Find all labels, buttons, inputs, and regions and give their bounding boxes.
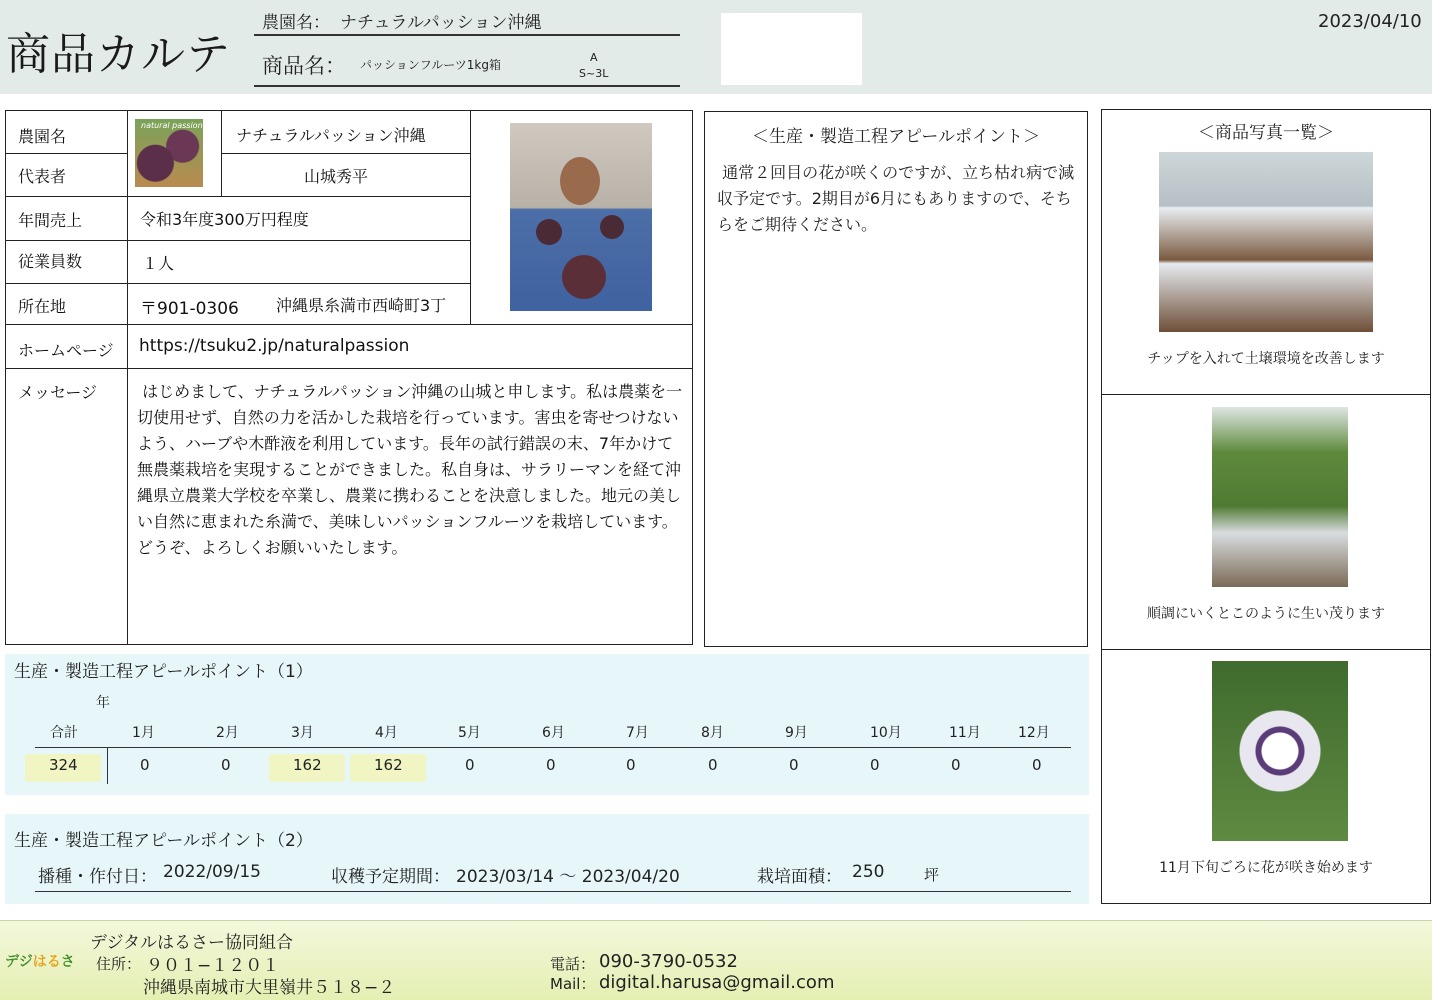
table-rule [35,891,1071,892]
farm-name: ナチュラルパッション沖縄 [236,126,426,145]
month-header: 9月 [785,725,808,741]
photo-panel-title: ＜商品写真一覧＞ [1198,123,1334,143]
sales-value: 令和3年度300万円程度 [140,210,309,229]
sales-label: 年間売上 [18,211,83,230]
month-value: 0 [221,756,231,774]
product-photo-panel [1101,109,1431,904]
footer-address-label: 住所： [96,955,142,973]
photo-person [560,157,600,205]
farm-logo-text: natural passion [141,121,203,130]
row-divider [6,324,692,325]
area-value: 250 [852,862,885,882]
total-value: 324 [49,756,78,774]
month-header: 4月 [375,725,398,741]
month-header: 3月 [291,725,314,741]
header-farm-name: ナチュラルパッション沖縄 [340,13,542,33]
month-value: 0 [951,756,961,774]
header-grade: A [590,51,598,64]
profile-table [5,110,693,645]
month-value: 0 [465,756,475,774]
footer [0,920,1432,1000]
staff-value: １人 [142,254,175,273]
footer-phone: 090-3790-0532 [599,951,738,972]
message-label: メッセージ [18,383,98,402]
header-divider [254,34,680,36]
staff-label: 従業員数 [18,252,83,271]
month-value: 0 [708,756,718,774]
photo-divider [1102,394,1430,395]
row-divider [222,153,470,154]
photo-caption: 11月下旬ごろに花が咲き始めます [1159,860,1373,876]
month-header: 8月 [701,725,724,741]
blank-image-box [721,13,862,85]
sowing-date: 2022/09/15 [163,862,261,882]
logo-text: さ [60,954,75,970]
header-product-label: 商品名： [262,54,346,78]
month-value: 0 [870,756,880,774]
month-value: 0 [789,756,799,774]
appeal-point-2 [5,814,1089,904]
photo-fruit [600,215,624,239]
document-title: 商品カルテ [6,29,231,80]
harvest-period: 2023/03/14 〜 2023/04/20 [456,867,680,887]
row-divider [6,240,470,241]
month-header: 6月 [542,725,565,741]
greenhouse-photo [1159,152,1373,332]
column-divider [470,111,471,324]
address-label: 所在地 [18,297,67,316]
logo-text: デジ [5,954,33,970]
logo-text: はる [32,954,61,970]
year-label: 年 [96,695,110,711]
representative-label: 代表者 [18,167,67,186]
month-value: 0 [546,756,556,774]
month-header: 12月 [1018,725,1050,741]
header-size: S~3L [579,67,609,80]
representative-name: 山城秀平 [304,167,369,186]
footer-address: 沖縄県南城市大里嶺井５１８−２ [143,978,396,998]
vine-photo [1212,407,1348,587]
footer-mail-label: Mail： [550,975,596,993]
table-rule [35,747,1071,748]
representative-photo [510,123,652,311]
appeal-point-1 [5,654,1089,795]
postal-code: 〒901-0306 [140,299,239,319]
month-header: 10月 [870,725,902,741]
message-text: はじめまして、ナチュラルパッション沖縄の山城と申します。私は農薬を一切使用せず、自然の力を活かした栽培を行っています。害虫を寄せつけないよう、ハーブや木酢液を利用しています。長年の試行錯誤の末、7年かけて無農薬栽培を実現することができました。私自身は、サラリーマンを経て沖縄県立農業大学校を卒業し、農業に携わることを決意しました。地元の美しい自然に恵まれた糸満で、美味しいパッションフルーツを栽培しています。どうぞ、よろしくお願いいたします。 [137,382,683,557]
month-header: 11月 [949,725,981,741]
month-header: 5月 [458,725,481,741]
sowing-label: 播種・作付日： [38,867,157,887]
row-divider [6,368,692,369]
month-value: 162 [374,756,403,774]
appeal-point-1-title: 生産・製造工程アピールポイント（1） [14,662,313,682]
photo-divider [1102,649,1430,650]
footer-mail[interactable]: digital.harusa@gmail.com [599,972,835,993]
area-unit: 坪 [924,866,940,884]
photo-fruit [562,255,606,299]
organization-name: デジタルはるさー協同組合 [90,933,293,953]
photo-caption: チップを入れて土壌環境を改善します [1147,351,1385,367]
row-divider [6,283,470,284]
header [0,0,1432,94]
month-header: 1月 [132,725,155,741]
month-header: 7月 [626,725,649,741]
column-divider [127,111,128,644]
appeal-title: ＜生産・製造工程アピールポイント＞ [752,127,1040,147]
total-header: 合計 [50,725,78,741]
appeal-text: 通常２回目の花が咲くのですが、立ち枯れ病で減収予定です。2期目が6月にもありますので、そちらをご期待ください。 [717,163,1075,234]
month-header: 2月 [216,725,239,741]
header-divider [254,85,680,87]
row-divider [6,196,470,197]
harvest-label: 収穫予定期間： [331,867,450,887]
month-value: 0 [626,756,636,774]
appeal-box [704,111,1088,647]
homepage-link[interactable]: https://tsuku2.jp/naturalpassion [139,336,410,356]
column-divider [221,111,222,196]
header-product-name: パッションフルーツ1kg箱 [360,58,502,72]
document-date: 2023/04/10 [1318,11,1422,32]
photo-caption: 順調にいくとこのように生い茂ります [1147,606,1385,622]
month-value: 0 [140,756,150,774]
photo-fruit [536,219,562,245]
header-farm-label: 農園名： [262,13,330,33]
homepage-label: ホームページ [18,341,114,360]
digiharusa-logo [5,951,75,971]
farm-logo-image [135,119,203,187]
footer-phone-label: 電話： [550,955,596,973]
table-divider [107,748,108,784]
address-value: 沖縄県糸満市西崎町3丁 [276,296,447,315]
farm-label: 農園名 [18,127,67,146]
flower-photo [1212,661,1348,841]
appeal-point-2-title: 生産・製造工程アピールポイント（2） [14,831,313,851]
month-value: 0 [1032,756,1042,774]
month-value: 162 [293,756,322,774]
row-divider [6,153,128,154]
area-label: 栽培面積： [757,867,842,887]
footer-postal: ９０１−１２０１ [146,956,280,976]
